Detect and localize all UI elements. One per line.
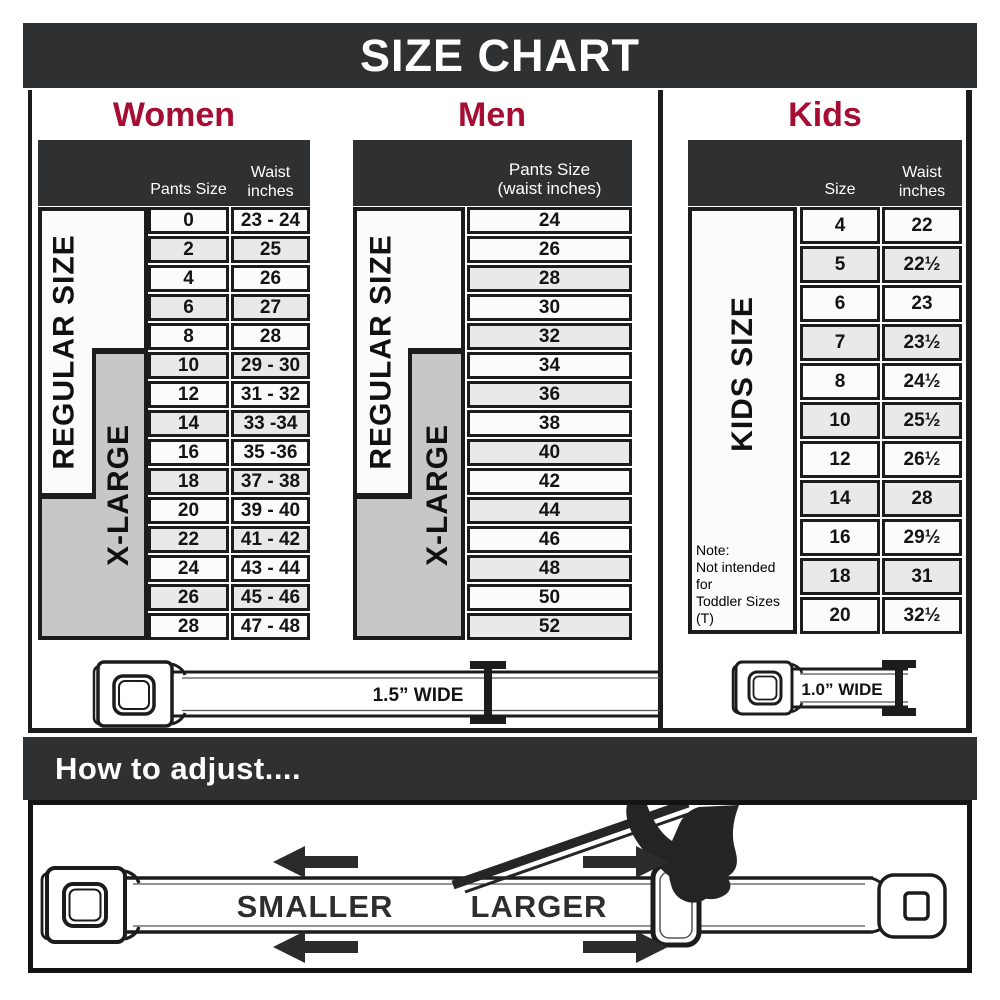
men-table-row (467, 526, 632, 553)
women-regular-size-label: REGULAR SIZE (48, 234, 82, 470)
women-table-row (148, 526, 310, 553)
kids-note: Note: Not intended for Toddler Sizes (T) (696, 542, 781, 626)
pants-size-cell: 28 (148, 613, 229, 640)
pants-size-cell: 28 (467, 265, 632, 292)
title-bar (23, 23, 977, 88)
pants-size-cell: 30 (467, 294, 632, 321)
pants-size-cell: 52 (467, 613, 632, 640)
pants-size-cell: 44 (467, 497, 632, 524)
pants-size-cell: 4 (148, 265, 229, 292)
waist-inches-cell: 39 - 40 (231, 497, 310, 524)
men-table-row (467, 584, 632, 611)
men-size-table (467, 207, 632, 642)
waist-inches-cell: 47 - 48 (231, 613, 310, 640)
women-xlarge-label: X-LARGE (101, 424, 135, 566)
waist-inches-cell: 33 -34 (231, 410, 310, 437)
seatbelt-buckle-icon (733, 662, 802, 714)
pants-size-cell: 14 (148, 410, 229, 437)
women-table-row (148, 555, 310, 582)
pants-size-cell: 36 (467, 381, 632, 408)
adjust-diagram (33, 805, 968, 968)
women-table-row (148, 410, 310, 437)
pants-size-cell: 32 (467, 323, 632, 350)
pants-size-cell: 24 (467, 207, 632, 234)
women-waist-column-header: Waist inches (247, 164, 294, 200)
women-table-row (148, 294, 310, 321)
pants-size-cell: 48 (467, 555, 632, 582)
men-table-row (467, 381, 632, 408)
kids-table-row (800, 441, 962, 478)
kids-table-row (800, 324, 962, 361)
pants-size-cell: 38 (467, 410, 632, 437)
kids-section-divider (658, 90, 663, 733)
kids-belt-illustration (730, 653, 925, 725)
waist-inches-cell: 23 (882, 285, 962, 322)
waist-inches-cell: 45 - 46 (231, 584, 310, 611)
pants-size-cell: 24 (148, 555, 229, 582)
waist-inches-cell: 29 - 30 (231, 352, 310, 379)
men-table-header (353, 140, 632, 206)
waist-inches-cell: 26 (231, 265, 310, 292)
waist-inches-cell: 31 - 32 (231, 381, 310, 408)
women-table-row (148, 584, 310, 611)
waist-inches-cell: 27 (231, 294, 310, 321)
size-cell: 10 (800, 402, 880, 439)
pants-size-cell: 50 (467, 584, 632, 611)
kids-table-row (800, 558, 962, 595)
waist-inches-cell: 23 - 24 (231, 207, 310, 234)
pants-size-cell: 18 (148, 468, 229, 495)
pants-size-cell: 2 (148, 236, 229, 263)
men-size-column-header: Pants Size (waist inches) (497, 160, 602, 198)
pants-size-cell: 42 (467, 468, 632, 495)
pants-size-cell: 12 (148, 381, 229, 408)
seatbelt-buckle-icon (42, 868, 139, 942)
men-xlarge-label: X-LARGE (420, 424, 454, 566)
pants-size-cell: 34 (467, 352, 632, 379)
women-table-row (148, 352, 310, 379)
waist-inches-cell: 23½ (882, 324, 962, 361)
pants-size-cell: 40 (467, 439, 632, 466)
waist-inches-cell: 32½ (882, 597, 962, 634)
kids-table-row (800, 402, 962, 439)
kids-table-row (800, 480, 962, 517)
men-table-row (467, 352, 632, 379)
size-cell: 16 (800, 519, 880, 556)
men-table-row (467, 207, 632, 234)
women-size-table (148, 207, 310, 642)
women-table-row (148, 207, 310, 234)
size-cell: 14 (800, 480, 880, 517)
adult-belt-illustration (90, 650, 660, 735)
kids-size-label-box (688, 207, 797, 634)
pants-size-cell: 20 (148, 497, 229, 524)
kids-size-table (800, 207, 962, 636)
pants-size-cell: 8 (148, 323, 229, 350)
kids-table-row (800, 597, 962, 634)
pants-size-cell: 26 (148, 584, 229, 611)
waist-inches-cell: 37 - 38 (231, 468, 310, 495)
size-cell: 20 (800, 597, 880, 634)
smaller-label: SMALLER (236, 889, 394, 924)
size-cell: 4 (800, 207, 880, 244)
size-cell: 6 (800, 285, 880, 322)
men-table-row (467, 265, 632, 292)
women-size-column-header: Pants Size (150, 181, 227, 198)
pants-size-cell: 6 (148, 294, 229, 321)
waist-inches-cell: 28 (882, 480, 962, 517)
women-heading: Women (112, 96, 236, 134)
men-table-row (467, 613, 632, 640)
pants-size-cell: 10 (148, 352, 229, 379)
waist-inches-cell: 24½ (882, 363, 962, 400)
pants-size-cell: 26 (467, 236, 632, 263)
size-cell: 12 (800, 441, 880, 478)
waist-inches-cell: 26½ (882, 441, 962, 478)
how-to-adjust-bar (23, 737, 977, 800)
kids-table-row (800, 519, 962, 556)
men-table-row (467, 294, 632, 321)
women-table-row (148, 497, 310, 524)
women-table-row (148, 613, 310, 640)
waist-inches-cell: 22 (882, 207, 962, 244)
page-title: SIZE CHART (360, 29, 640, 81)
adult-belt-width-label: 1.5” WIDE (372, 685, 464, 706)
kids-table-header (688, 140, 962, 206)
size-cell: 18 (800, 558, 880, 595)
waist-inches-cell: 25 (231, 236, 310, 263)
men-table-row (467, 439, 632, 466)
kids-table-row (800, 207, 962, 244)
waist-inches-cell: 28 (231, 323, 310, 350)
men-table-row (467, 468, 632, 495)
kids-size-column-header: Size (824, 181, 856, 198)
men-table-row (467, 323, 632, 350)
belt-tongue-icon (871, 875, 945, 937)
kids-size-label: KIDS SIZE (725, 296, 759, 453)
waist-inches-cell: 35 -36 (231, 439, 310, 466)
women-table-row (148, 439, 310, 466)
men-heading: Men (458, 96, 526, 134)
larger-label: LARGER (470, 889, 608, 924)
women-table-row (148, 236, 310, 263)
kids-table-row (800, 246, 962, 283)
seatbelt-buckle-icon (94, 662, 185, 726)
women-table-row (148, 468, 310, 495)
kids-waist-column-header: Waist inches (898, 164, 946, 200)
waist-inches-cell: 31 (882, 558, 962, 595)
waist-inches-cell: 25½ (882, 402, 962, 439)
size-cell: 7 (800, 324, 880, 361)
size-cell: 5 (800, 246, 880, 283)
women-table-header (38, 140, 310, 206)
women-table-row (148, 381, 310, 408)
waist-inches-cell: 43 - 44 (231, 555, 310, 582)
waist-inches-cell: 41 - 42 (231, 526, 310, 553)
men-table-row (467, 555, 632, 582)
pants-size-cell: 22 (148, 526, 229, 553)
kids-table-row (800, 363, 962, 400)
women-table-row (148, 265, 310, 292)
pants-size-cell: 46 (467, 526, 632, 553)
size-cell: 8 (800, 363, 880, 400)
men-regular-size-label: REGULAR SIZE (364, 234, 398, 470)
kids-belt-width-label: 1.0” WIDE (801, 680, 883, 699)
kids-table-row (800, 285, 962, 322)
men-table-row (467, 236, 632, 263)
pants-size-cell: 16 (148, 439, 229, 466)
how-to-adjust-heading: How to adjust.... (55, 751, 302, 786)
women-table-row (148, 323, 310, 350)
men-table-row (467, 410, 632, 437)
pants-size-cell: 0 (148, 207, 229, 234)
waist-inches-cell: 29½ (882, 519, 962, 556)
men-table-row (467, 497, 632, 524)
kids-heading: Kids (788, 96, 862, 134)
waist-inches-cell: 22½ (882, 246, 962, 283)
